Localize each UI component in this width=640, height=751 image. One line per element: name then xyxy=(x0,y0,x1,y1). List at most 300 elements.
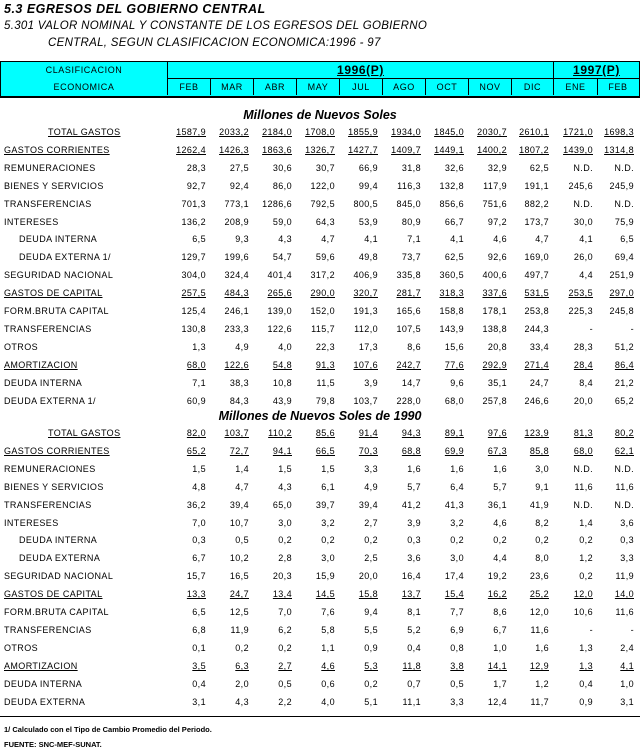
cell-value: 33,4 xyxy=(529,341,549,352)
header-month-mar: MAR xyxy=(210,79,253,95)
cell-value: 10,7 xyxy=(229,517,249,528)
cell-value: 15,6 xyxy=(444,341,464,352)
cell-value: 6,8 xyxy=(192,624,206,635)
cell-value: 3,5 xyxy=(192,660,206,671)
cell-value: 265,6 xyxy=(267,288,292,299)
cell-value: 115,7 xyxy=(311,323,335,334)
cell-value: 12,0 xyxy=(529,607,549,617)
cell-value: 10,6 xyxy=(573,607,593,617)
cell-value: 15,8 xyxy=(358,589,378,600)
cell-value: 122,6 xyxy=(224,359,249,370)
cell-value: 69,4 xyxy=(614,252,634,263)
cell-value: 8,1 xyxy=(407,607,421,617)
cell-value: 1426,3 xyxy=(219,144,249,155)
cell-value: 318,3 xyxy=(439,288,464,299)
cell-value: 0,5 xyxy=(450,678,464,689)
cell-value: 10,2 xyxy=(229,553,249,564)
header-month-ene: ENE xyxy=(553,79,597,95)
cell-value: 41,2 xyxy=(401,499,421,510)
cell-value: 228,0 xyxy=(396,395,421,406)
cell-value: 99,4 xyxy=(358,180,378,191)
cell-value: 11,6 xyxy=(615,481,634,492)
row-label: DEUDA INTERNA xyxy=(19,535,98,546)
cell-value: 92,7 xyxy=(186,180,206,191)
cell-value: 0,2 xyxy=(579,571,593,582)
cell-value: 11,7 xyxy=(530,696,549,707)
cell-value: 5,7 xyxy=(407,481,421,492)
cell-value: 800,5 xyxy=(353,198,378,209)
header-month-jul: JUL xyxy=(339,79,382,95)
row-label: REMUNERACIONES xyxy=(4,162,96,173)
cell-value: 1,3 xyxy=(192,341,206,352)
cell-value: 242,7 xyxy=(396,359,421,370)
row-label: TOTAL GASTOS xyxy=(48,428,121,438)
cell-value: 4,7 xyxy=(535,234,549,245)
cell-value: 8,4 xyxy=(579,377,593,388)
section-title: Millones de Nuevos Soles de 1990 xyxy=(218,409,422,423)
table-row xyxy=(0,375,640,393)
cell-value: 11,9 xyxy=(230,624,249,635)
cell-value: 92,4 xyxy=(229,180,249,191)
header-month-ago: AGO xyxy=(382,79,425,95)
cell-value: 0,2 xyxy=(321,535,335,546)
cell-value: 125,4 xyxy=(181,306,206,316)
cell-value: 123,9 xyxy=(524,428,549,438)
cell-value: 320,7 xyxy=(353,288,378,299)
cell-value: 1,6 xyxy=(407,463,421,474)
cell-value: 2610,1 xyxy=(519,127,549,137)
table-row xyxy=(0,357,640,375)
cell-value: 38,3 xyxy=(229,377,249,388)
cell-value: 5,2 xyxy=(407,624,421,635)
cell-value: 8,2 xyxy=(535,517,549,528)
cell-value: 4,4 xyxy=(493,553,507,564)
cell-value: 103,7 xyxy=(353,395,378,406)
row-label: TRANSFERENCIAS xyxy=(4,323,92,334)
cell-value: 292,9 xyxy=(482,359,507,370)
cell-value: 3,2 xyxy=(321,517,335,528)
cell-value: 191,1 xyxy=(524,180,549,191)
cell-value: 1400,2 xyxy=(477,144,507,155)
cell-value: 60,9 xyxy=(186,395,206,406)
cell-value: 1698,3 xyxy=(604,127,634,137)
section-title: Millones de Nuevos Soles xyxy=(243,108,397,122)
table-row xyxy=(0,285,640,303)
cell-value: 3,3 xyxy=(450,696,464,707)
cell-value: 4,9 xyxy=(364,481,378,492)
cell-value: 62,5 xyxy=(529,162,549,173)
row-label: OTROS xyxy=(4,642,39,653)
cell-value: 0,2 xyxy=(579,535,593,546)
cell-value: 751,6 xyxy=(482,198,507,209)
cell-value: 360,5 xyxy=(439,270,464,281)
cell-value: 8,6 xyxy=(407,341,421,352)
cell-value: 20,0 xyxy=(358,571,378,582)
table-row xyxy=(0,196,640,214)
cell-value: 0,1 xyxy=(192,642,206,653)
row-label: TRANSFERENCIAS xyxy=(4,198,92,209)
cell-value: 225,3 xyxy=(568,306,593,316)
cell-value: N.D. xyxy=(614,463,634,474)
row-label: BIENES Y SERVICIOS xyxy=(4,481,104,492)
cell-value: 2184,0 xyxy=(262,127,292,137)
cell-value: 1,2 xyxy=(535,678,549,689)
cell-value: 191,3 xyxy=(353,306,378,316)
table-subtitle-2: CENTRAL, SEGUN CLASIFICACION ECONOMICA:1996 - 97 xyxy=(48,37,381,49)
cell-value: 85,6 xyxy=(315,428,335,438)
row-label: OTROS xyxy=(4,341,39,352)
cell-value: 401,4 xyxy=(267,270,292,281)
cell-value: 54,7 xyxy=(272,252,292,263)
cell-value: 1863,6 xyxy=(262,144,292,155)
cell-value: 5,3 xyxy=(364,660,378,671)
table-row xyxy=(0,658,640,676)
cell-value: 7,6 xyxy=(321,607,335,617)
cell-value: 0,6 xyxy=(321,678,335,689)
cell-value: 8,0 xyxy=(535,553,549,564)
table-row xyxy=(0,214,640,232)
cell-value: 6,9 xyxy=(450,624,464,635)
cell-value: 2,2 xyxy=(278,696,292,707)
cell-value: 94,1 xyxy=(272,445,292,456)
cell-value: 7,0 xyxy=(278,607,292,617)
cell-value: 271,4 xyxy=(524,359,549,370)
cell-value: 94,3 xyxy=(401,428,421,438)
cell-value: 8,6 xyxy=(493,607,507,617)
cell-value: 7,1 xyxy=(192,377,206,388)
cell-value: 7,0 xyxy=(192,517,206,528)
row-label: DEUDA EXTERNA 1/ xyxy=(4,395,96,406)
cell-value: 66,9 xyxy=(358,162,378,173)
cell-value: 1934,0 xyxy=(391,127,421,137)
cell-value: 3,0 xyxy=(535,463,549,474)
cell-value: 173,7 xyxy=(524,216,549,227)
source-note: FUENTE: SNC-MEF-SUNAT. xyxy=(4,740,102,749)
row-label: AMORTIZACION xyxy=(4,359,78,370)
table-row xyxy=(0,568,640,586)
cell-value: 3,3 xyxy=(364,463,378,474)
cell-value: 6,4 xyxy=(450,481,464,492)
cell-value: 2,7 xyxy=(364,517,378,528)
cell-value: 9,1 xyxy=(535,481,549,492)
cell-value: 2030,7 xyxy=(477,127,507,137)
cell-value: 253,8 xyxy=(524,306,549,316)
cell-value: 72,7 xyxy=(229,445,249,456)
table-row xyxy=(0,303,640,321)
table-header xyxy=(0,61,640,98)
cell-value: 856,6 xyxy=(439,198,464,209)
cell-value: 12,9 xyxy=(529,660,549,671)
cell-value: 4,6 xyxy=(493,234,507,245)
cell-value: 0,3 xyxy=(192,535,206,546)
cell-value: 11,9 xyxy=(615,571,634,582)
cell-value: 12,0 xyxy=(573,589,593,600)
cell-value: 67,3 xyxy=(487,445,507,456)
row-label: SEGURIDAD NACIONAL xyxy=(4,571,114,582)
cell-value: 20,0 xyxy=(573,395,593,406)
cell-value: 77,6 xyxy=(444,359,464,370)
cell-value: 0,5 xyxy=(235,535,249,546)
cell-value: 0,3 xyxy=(407,535,421,546)
table-row xyxy=(0,640,640,658)
cell-value: 136,2 xyxy=(181,216,206,227)
cell-value: 1,0 xyxy=(620,678,634,689)
cell-value: 20,3 xyxy=(272,571,292,582)
cell-value: - xyxy=(630,624,634,635)
cell-value: 484,3 xyxy=(224,288,249,299)
table-bottom-rule xyxy=(0,716,640,717)
cell-value: 1708,0 xyxy=(305,127,335,137)
table-row xyxy=(0,497,640,515)
cell-value: 4,3 xyxy=(278,481,292,492)
cell-value: 4,6 xyxy=(493,517,507,528)
cell-value: 531,5 xyxy=(524,288,549,299)
cell-value: 257,8 xyxy=(482,395,507,406)
cell-value: 3,8 xyxy=(450,660,464,671)
cell-value: 400,6 xyxy=(482,270,507,281)
cell-value: 80,9 xyxy=(401,216,421,227)
cell-value: 245,6 xyxy=(568,180,593,191)
header-year-1996: 1996(P) xyxy=(167,62,553,79)
cell-value: 91,3 xyxy=(315,359,335,370)
cell-value: 1,6 xyxy=(450,463,464,474)
cell-value: 1855,9 xyxy=(348,127,378,137)
cell-value: 14,5 xyxy=(315,589,335,600)
table-row xyxy=(0,622,640,640)
cell-value: 9,3 xyxy=(235,234,249,245)
cell-value: 23,6 xyxy=(529,571,549,582)
cell-value: 3,3 xyxy=(620,553,634,564)
cell-value: 62,1 xyxy=(614,445,634,456)
cell-value: 158,8 xyxy=(439,306,464,316)
cell-value: 80,2 xyxy=(614,428,634,438)
header-year-1997: 1997(P) xyxy=(553,62,639,79)
cell-value: 4,7 xyxy=(321,234,335,245)
cell-value: 24,7 xyxy=(529,377,549,388)
cell-value: 4,8 xyxy=(192,481,206,492)
cell-value: 11,5 xyxy=(316,377,335,388)
cell-value: 2,0 xyxy=(235,678,249,689)
cell-value: 324,4 xyxy=(224,270,249,281)
cell-value: 0,2 xyxy=(364,535,378,546)
cell-value: 0,4 xyxy=(192,678,206,689)
cell-value: 82,0 xyxy=(186,428,206,438)
header-month-nov: NOV xyxy=(468,79,511,95)
header-month-oct: OCT xyxy=(425,79,468,95)
cell-value: 59,6 xyxy=(315,252,335,263)
cell-value: 28,4 xyxy=(573,359,593,370)
cell-value: 86,4 xyxy=(614,359,634,370)
cell-value: 32,9 xyxy=(487,162,507,173)
cell-value: 5,1 xyxy=(364,696,378,707)
cell-value: 1427,7 xyxy=(348,144,378,155)
cell-value: 3,0 xyxy=(450,553,464,564)
row-label: DEUDA INTERNA xyxy=(4,678,83,689)
cell-value: 122,0 xyxy=(310,180,335,191)
cell-value: 92,6 xyxy=(487,252,507,263)
cell-value: 107,5 xyxy=(396,323,421,334)
cell-value: 152,0 xyxy=(310,306,335,316)
cell-value: 253,5 xyxy=(568,288,593,299)
cell-value: 7,7 xyxy=(450,607,464,617)
header-month-feb: FEB xyxy=(167,79,210,95)
table-row xyxy=(0,231,640,249)
cell-value: 178,1 xyxy=(482,306,507,316)
cell-value: - xyxy=(630,323,634,334)
cell-value: 130,8 xyxy=(181,323,206,334)
cell-value: 4,1 xyxy=(579,234,593,245)
cell-value: 25,2 xyxy=(529,589,549,600)
row-label: BIENES Y SERVICIOS xyxy=(4,180,104,191)
row-label: DEUDA INTERNA xyxy=(4,377,83,388)
row-label: TRANSFERENCIAS xyxy=(4,499,92,510)
cell-value: 3,0 xyxy=(278,517,292,528)
cell-value: 27,5 xyxy=(229,162,249,173)
cell-value: 0,8 xyxy=(450,642,464,653)
page-title: 5.3 EGRESOS DEL GOBIERNO CENTRAL xyxy=(4,2,266,16)
cell-value: 138,8 xyxy=(482,323,507,334)
cell-value: 132,8 xyxy=(439,180,464,191)
table-row xyxy=(0,515,640,533)
cell-value: N.D. xyxy=(614,198,634,209)
cell-value: 845,0 xyxy=(396,198,421,209)
cell-value: 51,2 xyxy=(614,341,634,352)
cell-value: 22,3 xyxy=(315,341,335,352)
cell-value: 129,7 xyxy=(181,252,206,263)
cell-value: 3,9 xyxy=(407,517,421,528)
cell-value: 86,0 xyxy=(272,180,292,191)
cell-value: 81,3 xyxy=(573,428,593,438)
cell-value: N.D. xyxy=(573,198,593,209)
cell-value: 1,3 xyxy=(579,660,593,671)
cell-value: 26,0 xyxy=(573,252,593,263)
cell-value: 1,2 xyxy=(579,553,593,564)
cell-value: 4,4 xyxy=(579,270,593,281)
cell-value: 43,9 xyxy=(272,395,292,406)
cell-value: 53,9 xyxy=(358,216,378,227)
cell-value: 49,8 xyxy=(358,252,378,263)
cell-value: 17,4 xyxy=(444,571,464,582)
cell-value: 62,5 xyxy=(444,252,464,263)
cell-value: 297,0 xyxy=(609,288,634,299)
cell-value: 1314,8 xyxy=(604,144,634,155)
cell-value: 28,3 xyxy=(186,162,206,173)
cell-value: 1409,7 xyxy=(391,144,421,155)
cell-value: 1,5 xyxy=(321,463,335,474)
cell-value: 6,2 xyxy=(278,624,292,635)
cell-value: 1,5 xyxy=(192,463,206,474)
row-label: INTERESES xyxy=(4,517,59,528)
row-label: DEUDA EXTERNA xyxy=(19,553,101,564)
cell-value: 12,4 xyxy=(487,696,507,707)
cell-value: 0,9 xyxy=(364,642,378,653)
cell-value: 2,7 xyxy=(278,660,292,671)
table-row xyxy=(0,249,640,267)
cell-value: 13,7 xyxy=(401,589,421,600)
cell-value: 89,1 xyxy=(444,428,464,438)
cell-value: 1,6 xyxy=(535,642,549,653)
cell-value: 0,2 xyxy=(450,535,464,546)
cell-value: 792,5 xyxy=(310,198,335,209)
cell-value: 31,8 xyxy=(401,162,421,173)
cell-value: 1845,0 xyxy=(434,127,464,137)
cell-value: 20,8 xyxy=(487,341,507,352)
header-month-may: MAY xyxy=(296,79,339,95)
cell-value: - xyxy=(589,624,593,635)
cell-value: 139,0 xyxy=(267,306,292,316)
cell-value: 0,2 xyxy=(364,678,378,689)
cell-value: 6,5 xyxy=(192,607,206,617)
cell-value: 4,0 xyxy=(321,696,335,707)
cell-value: 84,3 xyxy=(229,395,249,406)
cell-value: 233,3 xyxy=(224,323,249,334)
cell-value: 116,3 xyxy=(397,180,421,191)
cell-value: 68,8 xyxy=(401,445,421,456)
row-label: AMORTIZACION xyxy=(4,660,78,671)
cell-value: 9,4 xyxy=(364,607,378,617)
table-row xyxy=(0,393,640,411)
cell-value: 1587,9 xyxy=(176,127,206,137)
cell-value: 199,6 xyxy=(224,252,249,263)
cell-value: 0,2 xyxy=(535,535,549,546)
table-row xyxy=(0,532,640,550)
cell-value: 0,2 xyxy=(278,535,292,546)
cell-value: 1,7 xyxy=(493,678,507,689)
cell-value: 0,3 xyxy=(620,535,634,546)
cell-value: 30,7 xyxy=(315,162,335,173)
cell-value: 5,7 xyxy=(493,481,507,492)
cell-value: 17,3 xyxy=(358,341,378,352)
cell-value: 97,6 xyxy=(487,428,507,438)
cell-value: 208,9 xyxy=(224,216,249,227)
cell-value: 245,8 xyxy=(609,306,634,316)
table-row xyxy=(0,586,640,604)
cell-value: N.D. xyxy=(614,162,634,173)
cell-value: 39,7 xyxy=(315,499,335,510)
cell-value: 3,2 xyxy=(450,517,464,528)
cell-value: 69,9 xyxy=(444,445,464,456)
table-row xyxy=(0,694,640,712)
cell-value: 0,5 xyxy=(278,678,292,689)
table-row xyxy=(0,425,640,443)
cell-value: 21,2 xyxy=(614,377,634,388)
table-row xyxy=(0,443,640,461)
row-label: DEUDA INTERNA xyxy=(19,234,98,245)
cell-value: 14,0 xyxy=(614,589,634,600)
cell-value: 0,2 xyxy=(235,642,249,653)
cell-value: 1439,0 xyxy=(563,144,593,155)
cell-value: 54,8 xyxy=(272,359,292,370)
cell-value: 64,3 xyxy=(315,216,335,227)
header-class-1: CLASIFICACION xyxy=(45,65,123,75)
cell-value: 1262,4 xyxy=(176,144,206,155)
header-month-dic: DIC xyxy=(511,79,553,95)
cell-value: 11,6 xyxy=(615,607,634,617)
cell-value: 41,3 xyxy=(444,499,464,510)
cell-value: 337,6 xyxy=(482,288,507,299)
cell-value: 11,1 xyxy=(402,696,421,707)
cell-value: 91,4 xyxy=(358,428,378,438)
row-label: TRANSFERENCIAS xyxy=(4,624,92,635)
cell-value: N.D. xyxy=(614,499,634,510)
cell-value: 16,5 xyxy=(229,571,249,582)
table-row xyxy=(0,676,640,694)
cell-value: 246,6 xyxy=(524,395,549,406)
cell-value: N.D. xyxy=(573,162,593,173)
cell-value: 1,4 xyxy=(579,517,593,528)
cell-value: 4,3 xyxy=(235,696,249,707)
cell-value: 73,7 xyxy=(401,252,421,263)
